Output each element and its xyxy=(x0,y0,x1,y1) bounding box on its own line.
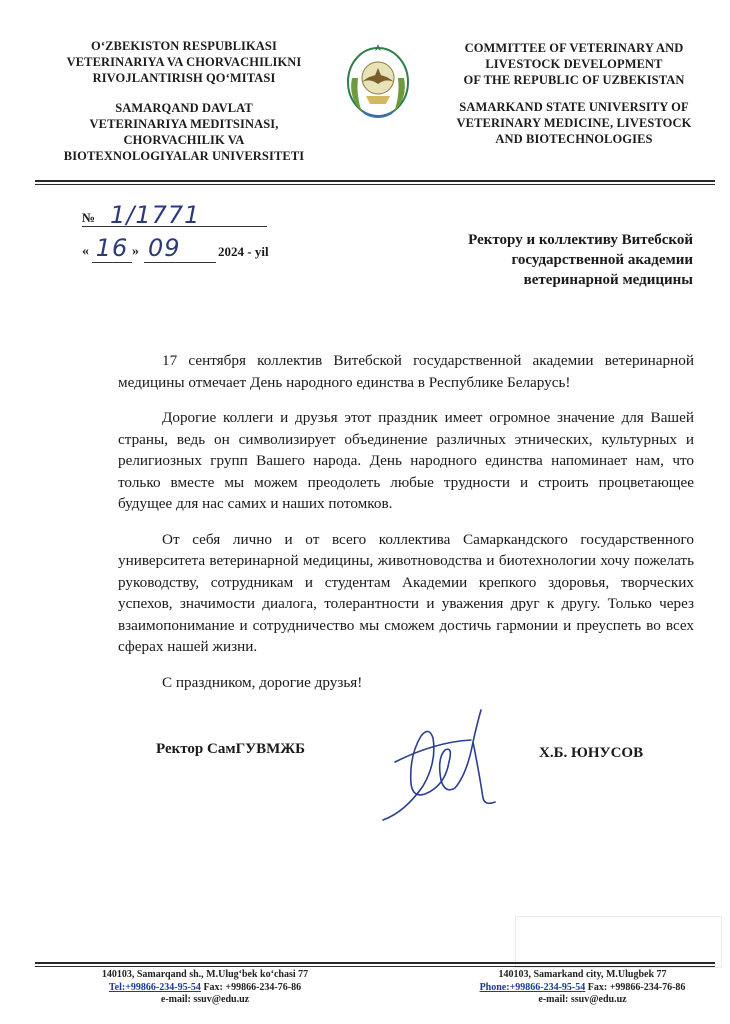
header-line: SAMARKAND STATE UNIVERSITY OF xyxy=(459,100,689,114)
signer-name: Х.Б. ЮНУСОВ xyxy=(539,745,644,761)
header-line: VETERINARIYA VA CHORVACHILIKNI xyxy=(66,55,302,69)
footer-email: e-mail: ssuv@edu.uz xyxy=(538,994,627,1005)
footer-divider-thin xyxy=(35,966,715,967)
header-line: CHORVACHILIK VA xyxy=(123,133,245,147)
header-university-uz xyxy=(50,100,318,164)
recipient-line: Ректору и коллективу Витебской xyxy=(468,232,693,248)
body-paragraph: 17 сентября коллектив Витебской государственной академии ветеринарной медицины отмечает День народного единства в Республике Беларусь! xyxy=(118,352,694,391)
footer-phone-line xyxy=(80,982,330,995)
reference-number-label: № xyxy=(82,210,96,225)
header-line: BIOTEXNOLOGIYALAR UNIVERSITETI xyxy=(63,149,305,163)
fax-text: Fax: +99866-234-76-86 xyxy=(587,981,686,993)
phone-link[interactable]: +99866-234-95-54 xyxy=(125,981,201,993)
recipient-line: государственной академии xyxy=(511,252,693,268)
recipient-line: ветеринарной медицины xyxy=(523,272,693,288)
footer-address: 140103, Samarkand city, M.Ulugbek 77 xyxy=(498,969,667,980)
reference-number xyxy=(82,198,267,227)
recipient-block xyxy=(400,230,693,290)
header-line: VETERINARIYA MEDITSINASI, xyxy=(89,117,279,131)
footer-email: e-mail: ssuv@edu.uz xyxy=(160,994,250,1005)
date-open-quote: « xyxy=(82,244,89,259)
header-line: SAMARQAND DAVLAT xyxy=(115,101,253,115)
reference-date xyxy=(82,232,282,260)
signer-title: Ректор СамГУВМЖБ xyxy=(156,741,306,757)
footer-divider xyxy=(35,962,715,964)
body-paragraph: Дорогие коллеги и друзья этот праздник имеет огромное значение для Вашей страны, ведь он символизирует объединение различных этнических, культурных и религиозных групп Вашего народа. День народного единства напоминает нам, что только вместе мы можем преодолеть любые трудности и строить процветающее будущее для нас самих и наших потомков. xyxy=(118,409,694,512)
header-line: COMMITTEE OF VETERINARY AND xyxy=(464,41,684,55)
date-close-quote: » xyxy=(132,244,139,259)
phone-link[interactable]: +99866-234-95-54 xyxy=(509,981,586,993)
body-paragraph: От себя лично и от всего коллектива Самаркандского государственного университета ветеринарной медицины, животноводства и биотехнологии хочу пожелать руководству, сотрудникам и студентам Академии крепкого здоровья, творческих успехов, значимости диалога, толерантности и уважения друг к другу. Только через взаимопонимание и сотрудничество мы сможем достичь гармонии и преуспеть во всех сферах нашей жизни. xyxy=(118,530,694,655)
date-year: 2024 - yil xyxy=(218,244,269,259)
footer-phone-line xyxy=(455,982,710,995)
phone-label: Phone: xyxy=(479,981,510,993)
header-line: O‘ZBEKISTON RESPUBLIKASI xyxy=(91,39,277,53)
header-line: VETERINARY MEDICINE, LIVESTOCK xyxy=(456,116,692,130)
footer-contacts-uz xyxy=(80,969,330,1007)
header-divider-thin xyxy=(35,184,715,185)
header-divider xyxy=(35,180,715,182)
reference-number-value: 1/1771 xyxy=(110,201,201,229)
header-line: AND BIOTECHNOLOGIES xyxy=(495,132,653,146)
header-line: LIVESTOCK DEVELOPMENT xyxy=(485,57,663,71)
header-university-en xyxy=(445,99,703,147)
header-line: RIVOJLANTIRISH QO‘MITASI xyxy=(92,71,276,85)
date-day: 16 xyxy=(92,234,132,263)
date-month: 09 xyxy=(144,234,216,263)
state-emblem-icon xyxy=(340,38,416,122)
handwritten-signature xyxy=(375,702,515,830)
header-ministry-uz xyxy=(50,38,318,86)
header-ministry-en xyxy=(445,40,703,88)
fax-text: Fax: +99866-234-76-86 xyxy=(203,981,302,993)
footer-address: 140103, Samarqand sh., M.Ulug‘bek ko‘chasi 77 xyxy=(101,969,309,980)
faded-stamp xyxy=(515,916,722,968)
greeting: С праздником, дорогие друзья! xyxy=(162,673,363,691)
footer-contacts-en xyxy=(455,969,710,1007)
header-line: OF THE REPUBLIC OF UZBEKISTAN xyxy=(463,73,685,87)
phone-label: Tel: xyxy=(108,981,126,993)
letter-body xyxy=(118,350,694,707)
